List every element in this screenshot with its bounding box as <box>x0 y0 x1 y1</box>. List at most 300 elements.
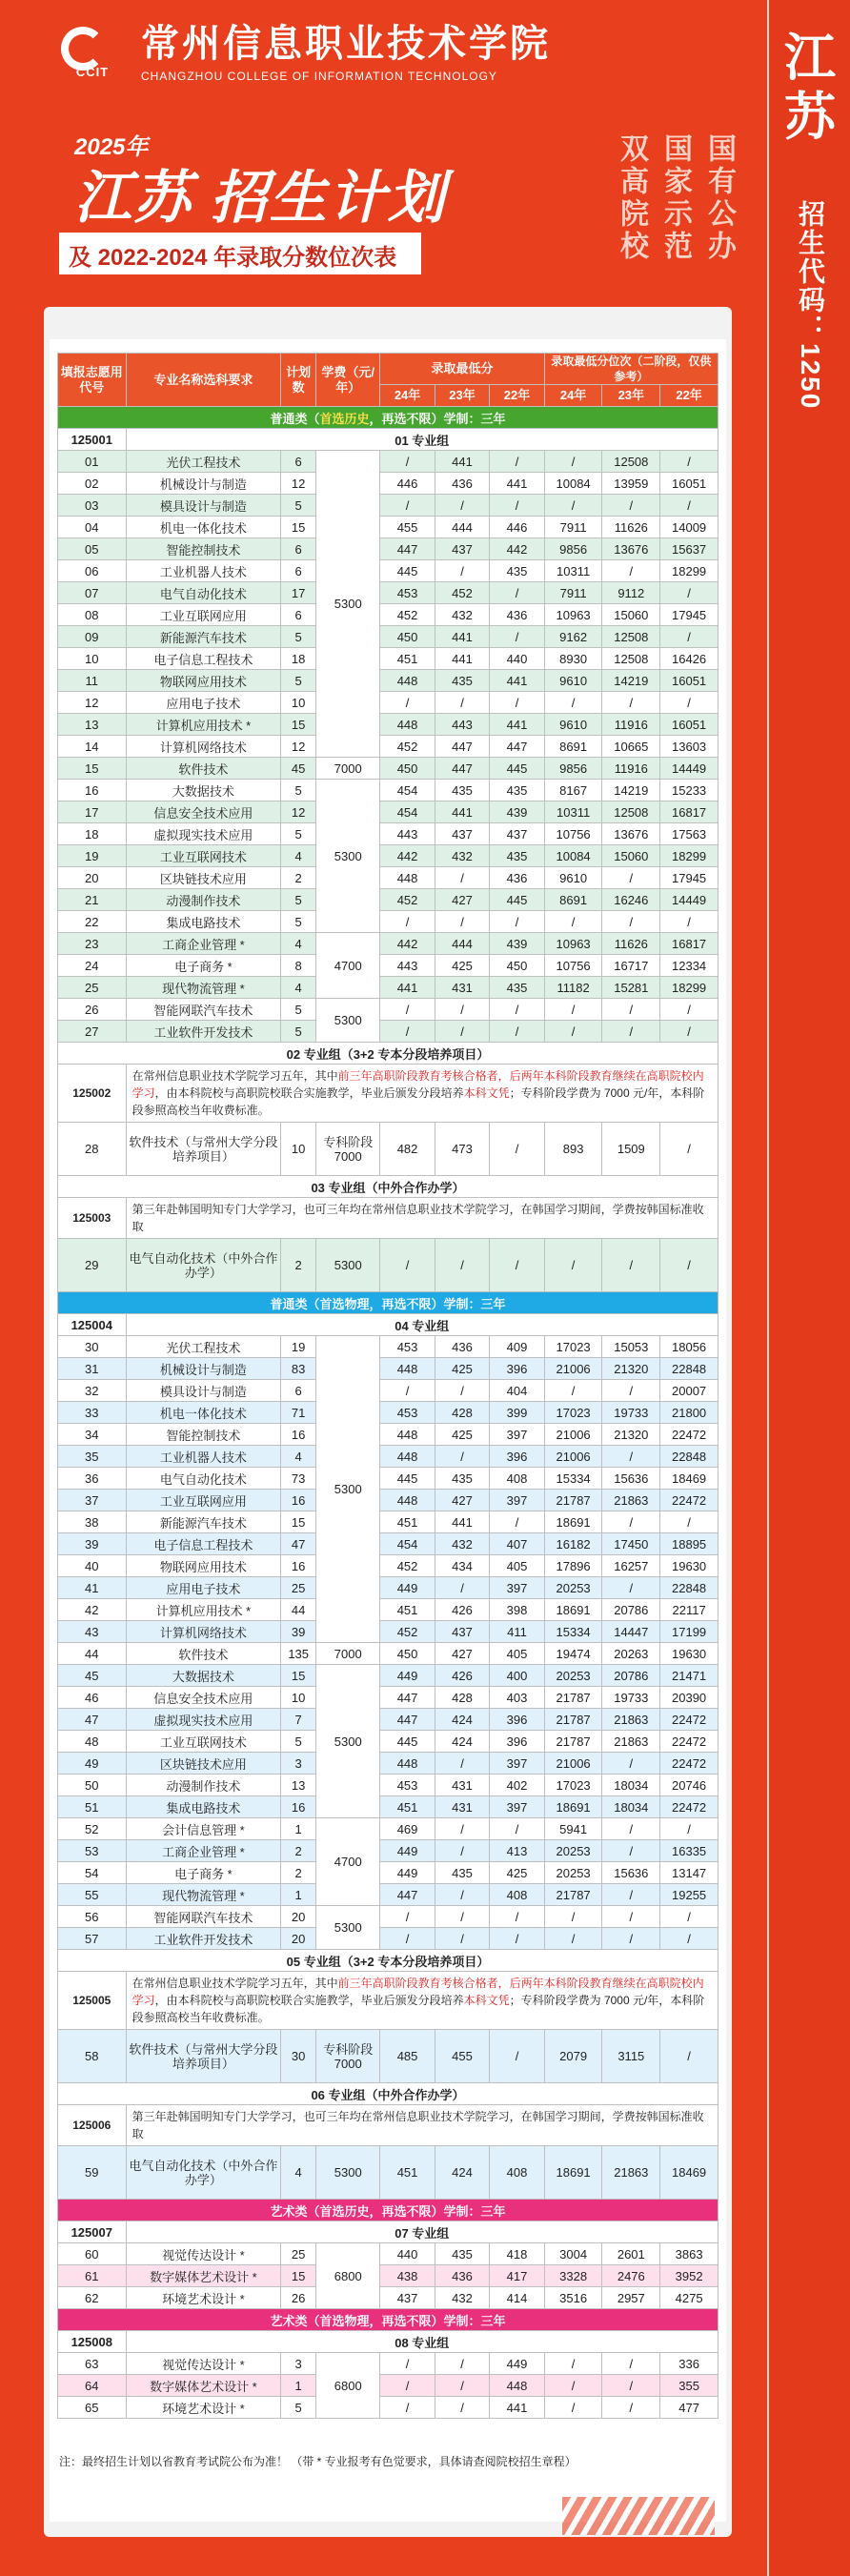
row-value: 432 <box>435 604 489 626</box>
fee-cell: 5300 <box>316 1906 380 1950</box>
table-row <box>58 758 718 780</box>
row-value: 398 <box>490 1599 544 1621</box>
row-value: 6 <box>281 538 316 560</box>
row-value: 16051 <box>660 670 718 692</box>
row-major: 工业软件开发技术 <box>126 1021 281 1043</box>
page-title: 江苏 招生计划 <box>74 166 447 230</box>
row-value: 22472 <box>660 1490 718 1511</box>
row-major: 数字媒体艺术设计 * <box>126 2265 281 2287</box>
table-row <box>58 911 718 933</box>
row-major: 工业互联网应用 <box>126 604 281 626</box>
table-row <box>58 780 718 801</box>
row-value: 424 <box>435 1709 489 1731</box>
row-code: 35 <box>58 1446 127 1468</box>
row-code: 63 <box>58 2353 127 2375</box>
row-value: / <box>380 1928 435 1950</box>
row-value: / <box>490 1511 544 1533</box>
group-code: 125006 <box>58 2105 127 2146</box>
row-value: 17 <box>281 582 316 604</box>
row-code: 08 <box>58 604 127 626</box>
row-value: 418 <box>490 2243 544 2265</box>
row-value: 12508 <box>602 801 660 823</box>
row-value: 453 <box>380 1402 435 1424</box>
row-value: 15 <box>281 1511 316 1533</box>
table-row <box>58 626 718 648</box>
row-value: 408 <box>490 1468 544 1490</box>
row-value: 428 <box>435 1687 489 1709</box>
row-value: 448 <box>490 2375 544 2397</box>
fee-cell: 5300 <box>316 1336 380 1643</box>
row-value: 22472 <box>660 1753 718 1775</box>
row-value: / <box>602 1446 660 1468</box>
row-value: 448 <box>380 1424 435 1446</box>
row-value: 1 <box>281 1818 316 1840</box>
row-value: 17563 <box>660 823 718 845</box>
row-value: 25 <box>281 1577 316 1599</box>
row-value: 18034 <box>602 1796 660 1818</box>
row-value: / <box>380 911 435 933</box>
row-value: 426 <box>435 1599 489 1621</box>
row-value: 18 <box>281 648 316 670</box>
row-value: 20253 <box>544 1577 602 1599</box>
college-name-en: CHANGZHOU COLLEGE OF INFORMATION TECHNOLOGY <box>141 70 497 83</box>
row-major: 虚拟现实技术应用 <box>126 1709 281 1731</box>
row-value: / <box>602 1380 660 1402</box>
table-row <box>58 648 718 670</box>
row-value: 441 <box>490 714 544 736</box>
table-row: 28 软件技术（与常州大学分段培养项目） 10 专科阶段7000 482 473 / 893 1509 / <box>58 1123 718 1176</box>
row-value: 435 <box>490 780 544 801</box>
row-value: / <box>602 867 660 889</box>
row-value: 17945 <box>660 604 718 626</box>
table-row <box>58 801 718 823</box>
row-major: 物联网应用技术 <box>126 670 281 692</box>
col-y24: 24年 <box>380 385 435 407</box>
row-value: 17023 <box>544 1336 602 1358</box>
row-value: / <box>490 1906 544 1928</box>
row-value: 15637 <box>660 538 718 560</box>
row-code: 52 <box>58 1818 127 1840</box>
row-major: 现代物流管理 * <box>126 1884 281 1906</box>
row-value: 19474 <box>544 1643 602 1665</box>
category-art-history: 艺术类（首选历史，再选不限）学制：三年 <box>58 2200 718 2221</box>
row-value: 1 <box>281 1884 316 1906</box>
row-value: 20390 <box>660 1687 718 1709</box>
row-value: 11916 <box>602 714 660 736</box>
row-value: / <box>660 582 718 604</box>
row-major: 工商企业管理 * <box>126 933 281 955</box>
row-value: 403 <box>490 1687 544 1709</box>
row-value: 9112 <box>602 582 660 604</box>
row-major: 工业互联网技术 <box>126 1731 281 1753</box>
row-value: / <box>544 1380 602 1402</box>
row-major: 物联网应用技术 <box>126 1555 281 1577</box>
table-row <box>58 714 718 736</box>
row-major: 应用电子技术 <box>126 692 281 714</box>
table-row: 58 软件技术（与常州大学分段培养项目） 30 专科阶段7000 485 455 / 2079 3115 / <box>58 2030 718 2083</box>
col-major: 专业名称选科要求 <box>126 354 281 407</box>
table-row <box>58 2397 718 2419</box>
row-value: 21800 <box>660 1402 718 1424</box>
row-value: 2 <box>281 1862 316 1884</box>
row-value: 437 <box>380 2287 435 2309</box>
row-major: 智能网联汽车技术 <box>126 1906 281 1928</box>
row-value: 18034 <box>602 1775 660 1796</box>
row-value: 454 <box>380 780 435 801</box>
row-value: 447 <box>435 758 489 780</box>
row-value: / <box>660 1906 718 1928</box>
table-row <box>58 1380 718 1402</box>
row-major: 应用电子技术 <box>126 1577 281 1599</box>
row-value: / <box>660 451 718 473</box>
row-value: 18299 <box>660 560 718 582</box>
table-row <box>58 692 718 714</box>
row-value: 3 <box>281 2353 316 2375</box>
row-value: 405 <box>490 1643 544 1665</box>
fee-cell: 6800 <box>316 2243 380 2309</box>
category-physics: 普通类（首选物理，再选不限）学制：三年 <box>58 1292 718 1314</box>
row-value: 6 <box>281 451 316 473</box>
row-value: 396 <box>490 1446 544 1468</box>
row-value: / <box>602 1021 660 1043</box>
row-code: 06 <box>58 560 127 582</box>
row-value: 17896 <box>544 1555 602 1577</box>
row-value: 409 <box>490 1336 544 1358</box>
row-value: 22472 <box>660 1731 718 1753</box>
col-y23: 23年 <box>435 385 489 407</box>
group-title: 08 专业组 <box>126 2331 718 2353</box>
row-value: 10084 <box>544 845 602 867</box>
row-value: 425 <box>435 1424 489 1446</box>
fee-cell: 7000 <box>316 1643 380 1665</box>
row-value: / <box>380 2353 435 2375</box>
table-row <box>58 999 718 1021</box>
row-value: 25 <box>281 2243 316 2265</box>
group-title: 05 专业组（3+2 专本分段培养项目） <box>58 1950 718 1972</box>
row-value: / <box>544 2353 602 2375</box>
table-row <box>58 889 718 911</box>
row-value: 10 <box>281 692 316 714</box>
row-code: 64 <box>58 2375 127 2397</box>
row-value: 21471 <box>660 1665 718 1687</box>
row-major: 现代物流管理 * <box>126 977 281 999</box>
row-value: 440 <box>490 648 544 670</box>
row-value: 3 <box>281 1753 316 1775</box>
row-value: 449 <box>380 1665 435 1687</box>
row-value: 5 <box>281 2397 316 2419</box>
row-value: 448 <box>380 670 435 692</box>
group-note: 第三年赴韩国明知专门大学学习，也可三年均在常州信息职业技术学院学习，在韩国学习期间，学费按韩国标准收取 <box>126 2105 718 2146</box>
row-value: 404 <box>490 1380 544 1402</box>
row-code: 18 <box>58 823 127 845</box>
row-value: / <box>544 2375 602 2397</box>
row-value: 20253 <box>544 1862 602 1884</box>
row-value: / <box>544 1906 602 1928</box>
row-value: 10084 <box>544 473 602 495</box>
row-value: / <box>435 1928 489 1950</box>
row-value: / <box>660 1928 718 1950</box>
table-row <box>58 1840 718 1862</box>
row-value: 20786 <box>602 1599 660 1621</box>
row-major: 大数据技术 <box>126 780 281 801</box>
table-row <box>58 1906 718 1928</box>
row-value: 453 <box>380 582 435 604</box>
row-value: 442 <box>490 538 544 560</box>
group-code: 125005 <box>58 1972 127 2030</box>
row-code: 16 <box>58 780 127 801</box>
row-value: 441 <box>435 801 489 823</box>
group-title: 03 专业组（中外合作办学） <box>58 1176 718 1198</box>
row-value: 15060 <box>602 845 660 867</box>
row-value: 396 <box>490 1731 544 1753</box>
group-code: 125002 <box>58 1065 127 1123</box>
row-value: 12 <box>281 801 316 823</box>
row-code: 37 <box>58 1490 127 1511</box>
row-value: / <box>602 1818 660 1840</box>
row-code: 62 <box>58 2287 127 2309</box>
row-value: / <box>544 999 602 1021</box>
row-value: 449 <box>380 1862 435 1884</box>
row-value: 447 <box>380 1884 435 1906</box>
row-value: / <box>660 999 718 1021</box>
group-code: 125001 <box>58 429 127 451</box>
row-value: 452 <box>380 604 435 626</box>
row-major: 软件技术 <box>126 758 281 780</box>
table-row <box>58 1687 718 1709</box>
row-code: 32 <box>58 1380 127 1402</box>
row-code: 45 <box>58 1665 127 1687</box>
row-value: / <box>380 495 435 517</box>
row-value: 39 <box>281 1621 316 1643</box>
row-value: / <box>490 495 544 517</box>
row-value: 427 <box>435 1490 489 1511</box>
row-value: 10311 <box>544 560 602 582</box>
row-value: 397 <box>490 1796 544 1818</box>
row-major: 集成电路技术 <box>126 911 281 933</box>
row-value: 19255 <box>660 1884 718 1906</box>
row-value: 73 <box>281 1468 316 1490</box>
row-value: 12508 <box>602 626 660 648</box>
row-value: / <box>435 1840 489 1862</box>
row-value: 453 <box>380 1775 435 1796</box>
row-value: 83 <box>281 1358 316 1380</box>
row-major: 大数据技术 <box>126 1665 281 1687</box>
row-value: 20253 <box>544 1840 602 1862</box>
logo-icon: CCIT <box>55 21 130 76</box>
row-value: / <box>435 999 489 1021</box>
row-value: 19630 <box>660 1555 718 1577</box>
row-value: 15281 <box>602 977 660 999</box>
province-label: 江苏 <box>784 30 836 146</box>
row-major: 光伏工程技术 <box>126 1336 281 1358</box>
row-code: 34 <box>58 1424 127 1446</box>
row-value: 19 <box>281 1336 316 1358</box>
row-value: 26 <box>281 2287 316 2309</box>
row-major: 视觉传达设计 * <box>126 2353 281 2375</box>
row-value: 441 <box>380 977 435 999</box>
row-value: 436 <box>490 604 544 626</box>
row-value: 450 <box>380 758 435 780</box>
row-value: 10756 <box>544 955 602 977</box>
row-major: 机电一体化技术 <box>126 1402 281 1424</box>
row-value: 447 <box>490 736 544 758</box>
table-row <box>58 1621 718 1643</box>
row-value: 13676 <box>602 823 660 845</box>
row-value: 431 <box>435 977 489 999</box>
table-row <box>58 1665 718 1687</box>
row-value: 18056 <box>660 1336 718 1358</box>
row-value: 3516 <box>544 2287 602 2309</box>
group-code: 125007 <box>58 2221 127 2243</box>
row-value: 425 <box>435 955 489 977</box>
row-value: 426 <box>435 1665 489 1687</box>
row-value: 427 <box>435 1643 489 1665</box>
row-code: 23 <box>58 933 127 955</box>
table-row <box>58 977 718 999</box>
row-code: 38 <box>58 1511 127 1533</box>
row-value: 5 <box>281 780 316 801</box>
row-major: 计算机应用技术 * <box>126 714 281 736</box>
col-minscore: 录取最低分 <box>380 354 544 385</box>
row-code: 24 <box>58 955 127 977</box>
row-value: 5 <box>281 823 316 845</box>
row-value: 447 <box>380 538 435 560</box>
row-value: 437 <box>490 823 544 845</box>
row-value: 6 <box>281 604 316 626</box>
row-value: / <box>602 560 660 582</box>
group-note: 在常州信息职业技术学院学习五年，其中前三年高职阶段教育考核合格者，后两年本科阶段教育继续在高职院校内学习，由本科院校与高职院校联合实施教学，毕业后颁发分段培养本科文凭；专科阶段学费为 7000 元/年，本科阶段参照高校当年收费标准。 <box>126 1065 718 1123</box>
row-value: / <box>380 451 435 473</box>
row-value: 448 <box>380 1358 435 1380</box>
tag-double-high: 双高院校 <box>616 133 647 263</box>
row-value: 17023 <box>544 1402 602 1424</box>
row-value: 469 <box>380 1818 435 1840</box>
row-value: 417 <box>490 2265 544 2287</box>
row-value: 21787 <box>544 1687 602 1709</box>
row-value: 17023 <box>544 1775 602 1796</box>
row-major: 计算机应用技术 * <box>126 1599 281 1621</box>
row-major: 软件技术 <box>126 1643 281 1665</box>
row-value: / <box>435 560 489 582</box>
row-value: / <box>602 2397 660 2419</box>
row-code: 49 <box>58 1753 127 1775</box>
group-code: 125004 <box>58 1314 127 1336</box>
row-value: 451 <box>380 648 435 670</box>
row-value: / <box>380 1906 435 1928</box>
row-value: / <box>490 1928 544 1950</box>
row-value: 436 <box>490 867 544 889</box>
row-major: 环境艺术设计 * <box>126 2287 281 2309</box>
row-value: 6 <box>281 1380 316 1402</box>
fee-cell: 5300 <box>316 451 380 758</box>
table-row <box>58 845 718 867</box>
row-value: 5 <box>281 999 316 1021</box>
row-value: 7911 <box>544 582 602 604</box>
row-value: 13 <box>281 1775 316 1796</box>
row-value: 9610 <box>544 867 602 889</box>
row-value: 15233 <box>660 780 718 801</box>
table-row <box>58 1884 718 1906</box>
row-value: 19630 <box>660 1643 718 1665</box>
row-value: 448 <box>380 1753 435 1775</box>
row-value: / <box>490 626 544 648</box>
row-major: 智能网联汽车技术 <box>126 999 281 1021</box>
tag-public: 国有公办 <box>703 133 735 263</box>
row-value: 5 <box>281 1021 316 1043</box>
row-value: 397 <box>490 1577 544 1599</box>
row-value: 21863 <box>602 1490 660 1511</box>
row-value: 15636 <box>602 1862 660 1884</box>
row-value: 448 <box>380 867 435 889</box>
table-row <box>58 473 718 495</box>
row-value: 15 <box>281 2265 316 2287</box>
row-value: 21006 <box>544 1424 602 1446</box>
row-value: / <box>435 911 489 933</box>
table-row: 29 电气自动化技术（中外合作办学） 2 5300 / / / / / / <box>58 1239 718 1292</box>
row-value: 9856 <box>544 758 602 780</box>
row-value: 9610 <box>544 670 602 692</box>
row-value: 15334 <box>544 1468 602 1490</box>
table-row <box>58 1599 718 1621</box>
row-value: 14447 <box>602 1621 660 1643</box>
row-major: 信息安全技术应用 <box>126 801 281 823</box>
row-value: 400 <box>490 1665 544 1687</box>
row-value: 7911 <box>544 517 602 538</box>
row-code: 01 <box>58 451 127 473</box>
row-value: 4 <box>281 933 316 955</box>
row-value: 438 <box>380 2265 435 2287</box>
row-value: 47 <box>281 1533 316 1555</box>
row-value: 12508 <box>602 648 660 670</box>
row-value: / <box>602 1840 660 1862</box>
row-major: 视觉传达设计 * <box>126 2243 281 2265</box>
row-value: 4 <box>281 977 316 999</box>
row-major: 电子信息工程技术 <box>126 648 281 670</box>
row-value: 18895 <box>660 1533 718 1555</box>
row-value: 442 <box>380 845 435 867</box>
row-value: 11626 <box>602 517 660 538</box>
row-code: 50 <box>58 1775 127 1796</box>
row-value: 445 <box>380 1468 435 1490</box>
row-value: 445 <box>380 560 435 582</box>
row-value: 452 <box>380 1621 435 1643</box>
row-value: 437 <box>435 538 489 560</box>
row-major: 信息安全技术应用 <box>126 1687 281 1709</box>
row-code: 55 <box>58 1884 127 1906</box>
row-code: 65 <box>58 2397 127 2419</box>
row-code: 39 <box>58 1533 127 1555</box>
row-code: 60 <box>58 2243 127 2265</box>
row-value: 449 <box>380 1840 435 1862</box>
row-value: / <box>490 1818 544 1840</box>
table-row <box>58 2375 718 2397</box>
table-row <box>58 1358 718 1380</box>
tag-national: 国家示范 <box>659 133 691 263</box>
row-value: 447 <box>435 736 489 758</box>
table-row <box>58 2287 718 2309</box>
row-value: 17450 <box>602 1533 660 1555</box>
category-history: 普通类（首选历史，再选不限）学制：三年 <box>58 407 718 429</box>
row-value: 455 <box>380 517 435 538</box>
row-value: 447 <box>380 1687 435 1709</box>
row-code: 03 <box>58 495 127 517</box>
row-code: 46 <box>58 1687 127 1709</box>
row-major: 机械设计与制造 <box>126 1358 281 1380</box>
row-value: 20746 <box>660 1775 718 1796</box>
row-value: 8691 <box>544 889 602 911</box>
fee-cell: 4700 <box>316 1818 380 1906</box>
group-code: 125003 <box>58 1198 127 1239</box>
